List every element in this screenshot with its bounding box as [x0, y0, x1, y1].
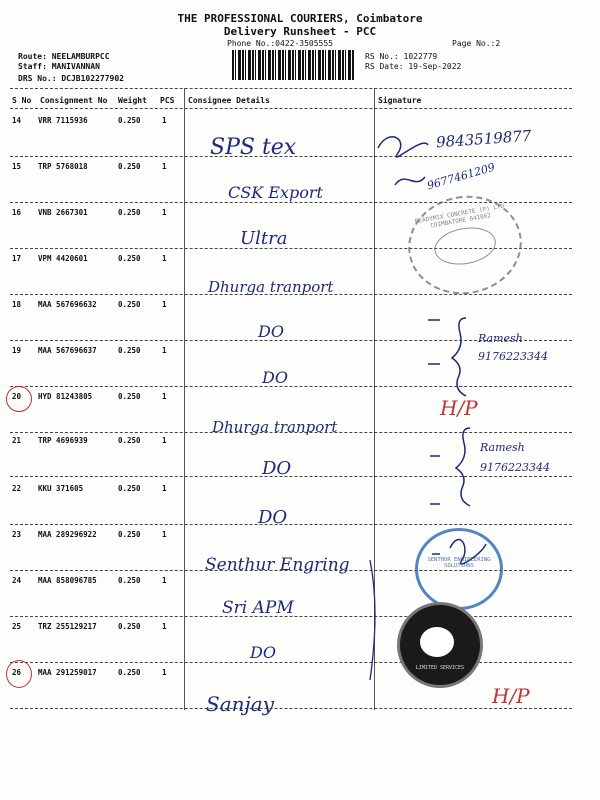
cell-pcs: 1	[162, 622, 167, 631]
company-stamp: READYMIX CONCRETE (P) LTD COIMBATORE 641062	[400, 187, 529, 303]
cell-pcs: 1	[162, 208, 167, 217]
cell-sno: 23	[12, 530, 22, 539]
cell-consignment: HYD 81243805	[38, 392, 93, 401]
cell-pcs: 1	[162, 530, 167, 539]
cell-pcs: 1	[162, 392, 167, 401]
cell-sno: 26	[12, 668, 22, 677]
cell-consignment: MAA 289296922	[38, 530, 97, 539]
col-header-signature: Signature	[378, 96, 422, 105]
cell-sno: 24	[12, 576, 22, 585]
handwritten-consignee: Ultra	[240, 228, 288, 249]
cell-sno: 22	[12, 484, 22, 493]
staff-label: Staff: MANIVANNAN	[18, 62, 100, 71]
cell-sno: 16	[12, 208, 22, 217]
cell-consignment: TRP 5768018	[38, 162, 88, 171]
highlight-circle	[6, 386, 32, 412]
handwritten-consignee: CSK Export	[228, 183, 323, 202]
handwritten-consignee: DO	[262, 458, 292, 479]
cell-pcs: 1	[162, 668, 167, 677]
cell-pcs: 1	[162, 300, 167, 309]
signature-scribble	[395, 177, 425, 185]
handwritten-consignee: Dhurga tranport	[212, 418, 338, 436]
handwritten-receiver-note: Ramesh 9176223344	[478, 332, 548, 363]
cell-sno: 14	[12, 116, 22, 125]
handwritten-consignee: DO	[258, 322, 284, 341]
cell-pcs: 1	[162, 436, 167, 445]
col-header-consignment: Consignment No	[40, 96, 108, 105]
cell-weight: 0.250	[118, 484, 141, 493]
drs-number: DRS No.: DCJB102277902	[18, 74, 124, 83]
phone-number: Phone No.:0422-3505555	[227, 39, 333, 48]
bracket-mark	[452, 318, 466, 396]
bracket-mark	[456, 428, 470, 506]
cell-consignment: TRZ 255129217	[38, 622, 97, 631]
rs-number: RS No.: 1022779	[365, 52, 438, 61]
cell-weight: 0.250	[118, 162, 141, 171]
handwritten-consignee: DO	[258, 507, 288, 528]
col-header-consignee: Consignee Details	[188, 96, 270, 105]
col-header-pcs: PCS	[160, 96, 175, 105]
cell-consignment: KKU 371605	[38, 484, 84, 493]
handwritten-consignee: Sri APM	[222, 598, 294, 618]
company-stamp: LIMITED SERVICES	[397, 602, 483, 688]
col-header-sno: S No	[12, 96, 32, 105]
cell-weight: 0.250	[118, 116, 141, 125]
cell-consignment: MAA 858096785	[38, 576, 97, 585]
cell-sno: 15	[12, 162, 22, 171]
cell-weight: 0.250	[118, 622, 141, 631]
cell-pcs: 1	[162, 162, 167, 171]
handwritten-phone: 9677461209	[425, 160, 497, 193]
cell-sno: 21	[12, 436, 22, 445]
cell-pcs: 1	[162, 576, 167, 585]
handwritten-hp-mark: H/P	[492, 684, 530, 708]
cell-weight: 0.250	[118, 436, 141, 445]
connector-line	[370, 560, 375, 680]
cell-consignment: VRR 7115936	[38, 116, 88, 125]
page-number: Page No.:2	[452, 39, 501, 48]
cell-weight: 0.250	[118, 346, 141, 355]
cell-pcs: 1	[162, 254, 167, 263]
handwritten-consignee: DO	[250, 643, 276, 662]
cell-weight: 0.250	[118, 254, 141, 263]
cell-weight: 0.250	[118, 392, 141, 401]
signature-scribble	[378, 137, 428, 157]
handwritten-receiver-note: Ramesh 9176223344	[480, 441, 550, 474]
document-title: Delivery Runsheet - PCC	[223, 25, 377, 38]
cell-weight: 0.250	[118, 208, 141, 217]
cell-weight: 0.250	[118, 530, 141, 539]
highlight-circle	[6, 660, 32, 688]
cell-weight: 0.250	[118, 300, 141, 309]
cell-consignment: MAA 291259017	[38, 668, 97, 677]
handwritten-consignee: Senthur Engring	[205, 555, 350, 575]
cell-sno: 19	[12, 346, 22, 355]
handwritten-consignee: SPS tex	[210, 135, 297, 160]
cell-sno: 25	[12, 622, 22, 631]
handwritten-phone: 9843519877	[435, 126, 532, 152]
cell-sno: 20	[12, 392, 22, 401]
cell-sno: 17	[12, 254, 22, 263]
cell-consignment: MAA 567696632	[38, 300, 97, 309]
cell-pcs: 1	[162, 116, 167, 125]
cell-consignment: VPM 4420601	[38, 254, 88, 263]
cell-pcs: 1	[162, 346, 167, 355]
col-header-weight: Weight	[118, 96, 147, 105]
handwritten-consignee: DO	[262, 368, 288, 387]
company-name: THE PROFESSIONAL COURIERS, Coimbatore	[177, 12, 423, 25]
company-stamp: SENTHUR ENGINEERING SOLUTIONS	[415, 528, 503, 610]
cell-consignment: VNB 2667301	[38, 208, 88, 217]
cell-weight: 0.250	[118, 576, 141, 585]
handwritten-consignee: Dhurga tranport	[208, 278, 334, 296]
rs-date: RS Date: 19-Sep-2022	[365, 62, 462, 71]
cell-weight: 0.250	[118, 668, 141, 677]
handwritten-hp-mark: H/P	[440, 396, 478, 420]
cell-pcs: 1	[162, 484, 167, 493]
route-label: Route: NEELAMBURPCC	[18, 52, 110, 61]
cell-consignment: TRP 4696939	[38, 436, 88, 445]
cell-consignment: MAA 567696637	[38, 346, 97, 355]
handwritten-consignee: Sanjay	[206, 692, 274, 716]
cell-sno: 18	[12, 300, 22, 309]
